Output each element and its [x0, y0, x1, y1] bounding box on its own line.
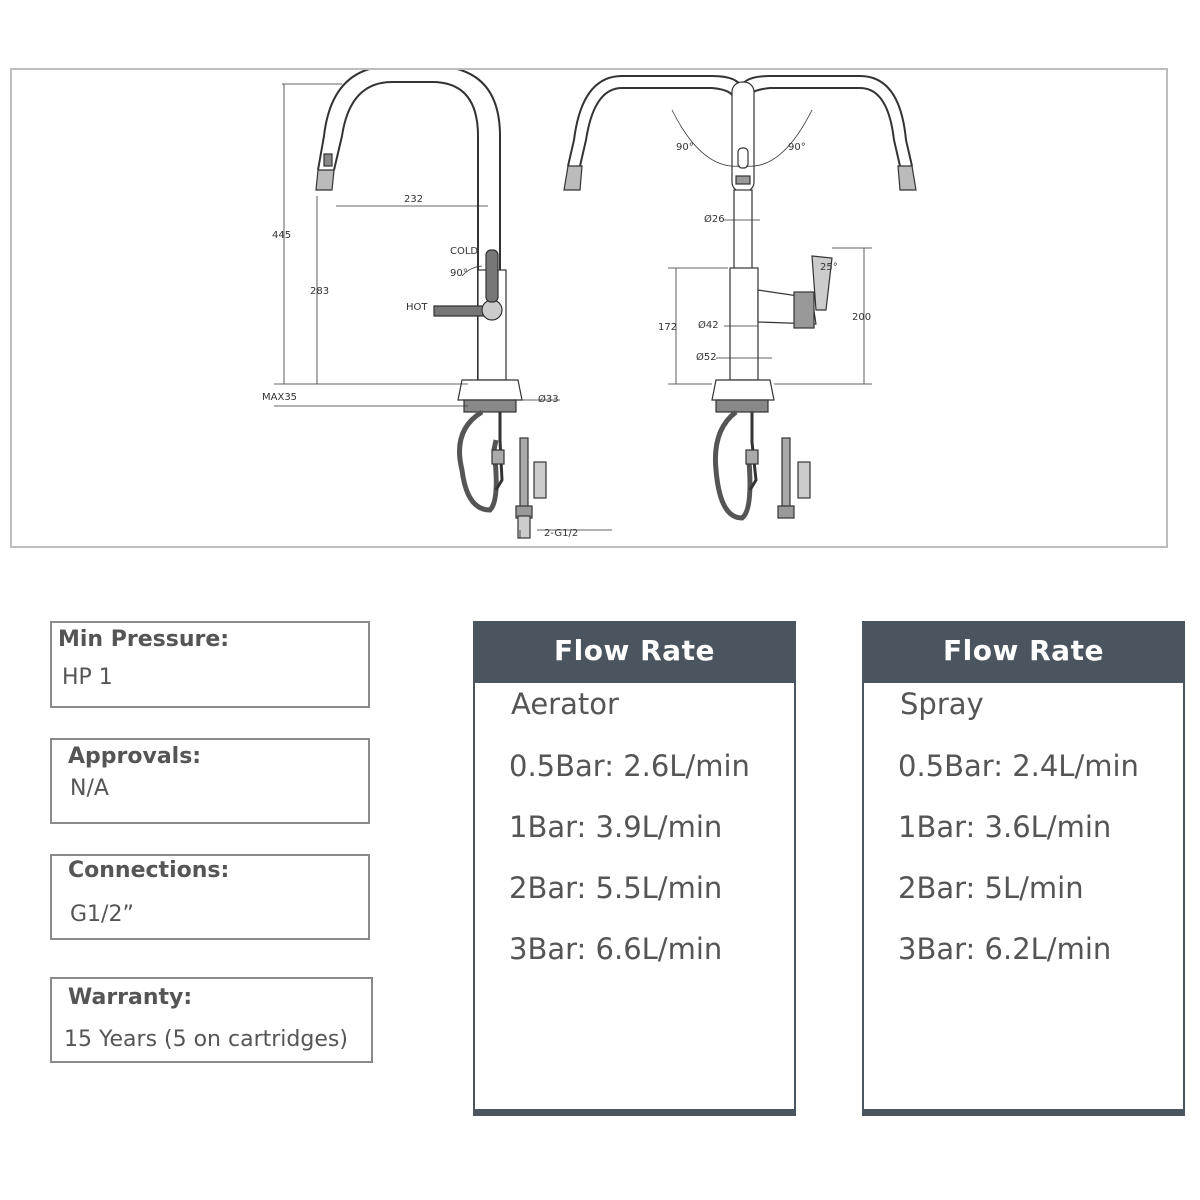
- dim-height-spout: 283: [310, 286, 330, 297]
- dim-height-body: 172: [658, 322, 678, 333]
- technical-drawing-panel: [10, 68, 1168, 548]
- flow-row: 0.5Bar: 2.4L/min: [898, 749, 1139, 783]
- spec-value: N/A: [70, 776, 109, 801]
- dim-angle-left: 90°: [676, 142, 694, 153]
- spec-label: Connections:: [68, 858, 230, 883]
- dim-dia-base: Ø52: [696, 352, 717, 363]
- spec-value: HP 1: [62, 665, 113, 690]
- dim-max-thickness: MAX35: [262, 392, 298, 403]
- dim-height-handle: 200: [852, 312, 872, 323]
- spec-value: 15 Years (5 on cartridges): [64, 1027, 348, 1052]
- dim-dia-body: Ø42: [698, 320, 719, 331]
- label-cold: COLD: [450, 246, 479, 257]
- spec-label: Approvals:: [68, 744, 202, 769]
- label-hot: HOT: [406, 302, 428, 313]
- flow-row: 1Bar: 3.9L/min: [509, 810, 723, 844]
- flow-row: 1Bar: 3.6L/min: [898, 810, 1112, 844]
- dim-angle-right: 90°: [788, 142, 806, 153]
- spec-approvals: [50, 738, 370, 824]
- front-view: [564, 76, 916, 518]
- spec-label: Min Pressure:: [58, 627, 230, 652]
- flow-type-label: Spray: [900, 687, 984, 721]
- flow-rate-spray-card: [862, 621, 1185, 1116]
- flow-row: 3Bar: 6.6L/min: [509, 932, 723, 966]
- flow-rate-title: Flow Rate: [864, 621, 1183, 683]
- spec-min-pressure: [50, 621, 370, 708]
- flow-row: 2Bar: 5L/min: [898, 871, 1084, 905]
- side-view: [274, 70, 612, 538]
- dim-lever-angle: 90°: [450, 268, 468, 279]
- dim-hole: Ø33: [538, 394, 559, 405]
- spec-connections: [50, 854, 370, 940]
- technical-drawing: [12, 70, 1170, 550]
- dim-thread: 2-G1/2: [544, 528, 579, 539]
- dim-reach: 232: [404, 194, 424, 205]
- dim-dia-spout: Ø26: [704, 214, 725, 225]
- spec-label: Warranty:: [68, 985, 193, 1010]
- dim-height-total: 445: [272, 230, 292, 241]
- spec-warranty: [50, 977, 373, 1063]
- flow-rate-aerator-card: [473, 621, 796, 1116]
- flow-row: 2Bar: 5.5L/min: [509, 871, 723, 905]
- dim-handle-angle: 25°: [820, 262, 838, 273]
- flow-type-label: Aerator: [511, 687, 619, 721]
- flow-row: 3Bar: 6.2L/min: [898, 932, 1112, 966]
- flow-rate-title: Flow Rate: [475, 621, 794, 683]
- flow-row: 0.5Bar: 2.6L/min: [509, 749, 750, 783]
- spec-value: G1/2”: [70, 902, 134, 927]
